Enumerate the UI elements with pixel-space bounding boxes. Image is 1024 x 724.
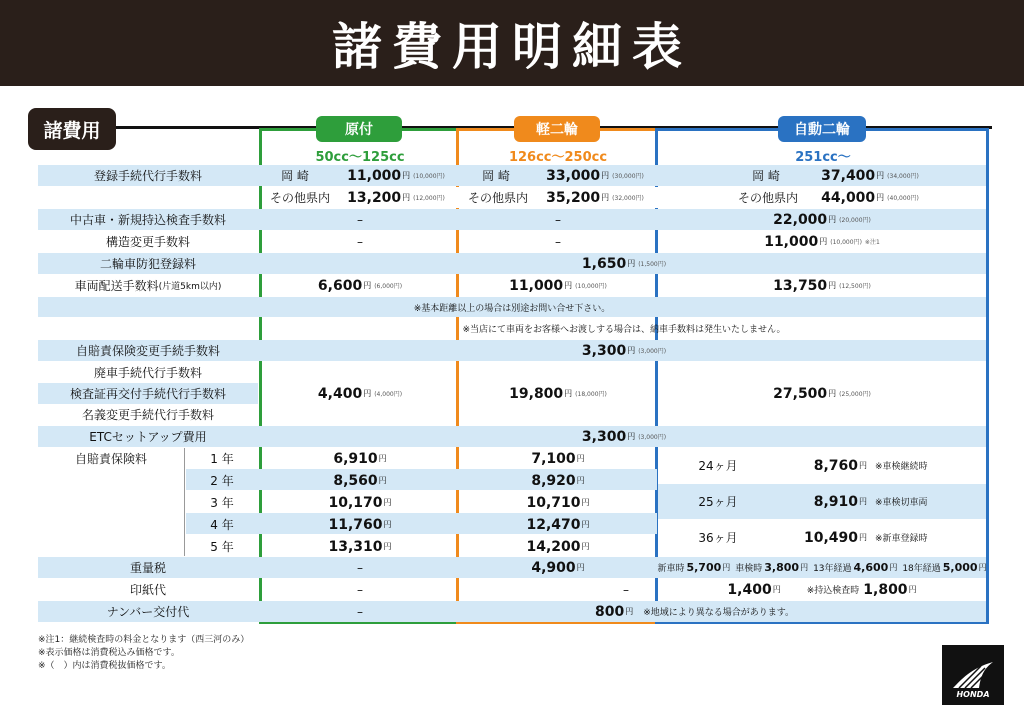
label-ship [38,275,258,296]
yen: 円 [383,498,392,507]
yen: 円 [978,563,987,572]
jibai-val-num: 3,300 [581,342,627,359]
ins-year: 4 年 [210,518,234,532]
ship-note-2: ※当店にて車両をお客様へお渡しする場合は、納車手数料は発生いたしません。 [462,324,786,335]
yen: 円 [819,237,828,246]
yen: 円 [402,193,411,202]
tax-18-val: 5,000 [942,561,978,574]
reg-c2-a-tax: (30,000円) [612,173,644,180]
yen: 円 [576,563,585,572]
etc-val-num: 3,300 [581,428,627,445]
col-header-jidou: 自動二輪 [778,116,866,142]
ins-c1-val: 10,170 [328,494,383,511]
ins-c3-1 [658,448,986,483]
ship-c3 [658,275,986,296]
tax-13-label: 13年経過 [813,564,852,574]
reg-c2-b-tax: (32,000円) [612,195,644,202]
yen: 円 [564,281,573,290]
reg-okazaki-2: 岡 崎 [482,169,510,183]
ins-c2-cell [459,536,657,557]
page-title: 諸費用明細表 [332,18,692,76]
reg-okazaki-3: 岡 崎 [752,169,780,183]
ins-year: 1 年 [210,452,234,466]
yen: 円 [581,520,590,529]
tax-18-label: 18年経過 [902,564,941,574]
ins-c3-val: 8,910 [813,493,858,510]
reg-other-2: その他県内 [467,191,528,205]
ins-c1-cell [262,448,458,469]
yen: 円 [889,563,898,572]
ins-c1-cell [262,514,458,535]
haisha-c1-tax: (4,000円) [374,391,403,398]
ship-c3-val: 13,750 [773,277,828,294]
used-c3-val: 22,000 [773,211,828,228]
yen: 円 [564,389,573,398]
ship-note-1: ※基本距離以上の場合は別途お問い合せ下さい。 [38,297,986,317]
yen: 円 [363,389,372,398]
yen: 円 [581,498,590,507]
ins-c3-note: ※新車登録時 [875,534,928,544]
ins-year: 5 年 [210,540,234,554]
stamp-c3-val: 1,400 [727,581,772,598]
yen: 円 [402,171,411,180]
yen: 円 [876,171,885,180]
used-c3-tax: (20,000円) [839,217,871,224]
label-reg: 登録手続代行手数料 [93,169,202,183]
ins-c3-note: ※車検切車両 [875,498,928,508]
ins-c1-cell [262,492,458,513]
label-theft: 二輪車防犯登録料 [99,257,196,271]
ins-year: 3 年 [210,496,234,510]
reg-c3-b-tax: (40,000円) [887,195,919,202]
haisha-c2 [459,362,657,425]
ins-c2-val: 14,200 [526,538,581,555]
ins-c2-val: 10,710 [526,494,581,511]
yen: 円 [576,476,585,485]
section-label: 諸費用 [28,108,116,150]
reg-okazaki-1: 岡 崎 [281,169,309,183]
ship-c1-tax: (6,000円) [374,283,403,290]
label-used: 中古車・新規持込検査手数料 [69,213,226,227]
reg-c1-b-tax: (12,000円) [413,195,445,202]
ins-c3-3 [658,520,986,555]
stamp-c2: – [623,582,629,597]
mod-c2: – [555,234,561,249]
ship-c2-val: 11,000 [509,277,564,294]
yen: 円 [383,520,392,529]
honda-logo [942,645,1004,705]
yen: 円 [601,193,610,202]
label-stamp: 印紙代 [129,583,166,597]
label-plate: ナンバー交付代 [106,605,190,619]
ins-c2-val: 8,920 [531,472,576,489]
wing-icon [951,660,995,690]
yen: 円 [627,432,636,441]
yen: 円 [627,346,636,355]
yen: 円 [378,476,387,485]
theft-tax: (1,500円) [638,261,667,268]
col-header-kei: 軽二輪 [514,116,600,142]
tax-c2 [459,557,657,578]
header-bar [0,0,1024,86]
ins-c2-cell [459,448,657,469]
reg-c3-b-val: 44,000 [821,189,876,206]
ins-c1-cell [262,470,458,491]
ship-c1-val: 6,600 [317,277,363,294]
honda-logo-text: HONDA [956,690,990,699]
yen: 円 [859,461,867,470]
label-haisha: 廃車手続代行手数料 [93,366,202,380]
tax-new-val: 5,700 [686,561,722,574]
stamp-c1: – [357,582,363,597]
ins-c3-period: 36ヶ月 [698,531,738,545]
yen: 円 [876,193,885,202]
haisha-c3 [658,362,986,425]
yen: 円 [859,533,867,542]
ins-c1-val: 11,760 [328,516,383,533]
stamp-note-val: 1,800 [863,581,908,598]
yen: 円 [722,563,731,572]
label-ins: 自賠責保険料 [74,452,147,466]
ins-c2-cell [459,514,657,535]
etc-tax: (3,000円) [638,434,667,441]
reg-c1-b [334,187,458,208]
plate-note: ※地域により異なる場合があります。 [643,608,795,618]
plate-c1: – [357,604,363,619]
jibai-val [262,340,986,361]
range-kei: 126cc〜250cc [508,150,608,165]
haisha-c1-val: 4,400 [317,385,363,402]
yen: 円 [576,454,585,463]
label-ship-sub: (片道5km以内) [158,282,222,292]
ins-c2-cell [459,470,657,491]
reg-other-3: その他県内 [737,191,798,205]
ship-c1 [262,275,458,296]
yen: 円 [383,542,392,551]
label-tax: 重量税 [129,561,166,575]
reg-c2-b [534,187,656,208]
ins-c1-val: 6,910 [333,450,378,467]
reg-c3-a-val: 37,400 [821,167,876,184]
reg-c3-a [800,165,940,186]
yen: 円 [772,585,781,594]
yen: 円 [908,585,917,594]
ins-c2-val: 12,470 [526,516,581,533]
reg-other-1: その他県内 [269,191,330,205]
ins-divider [184,448,185,556]
mod-c1: – [357,234,363,249]
ins-year-cell [186,536,258,557]
yen: 円 [800,563,809,572]
label-meigi: 名義変更手続代行手数料 [81,408,214,422]
col-header-gentsuki: 原付 [316,116,402,142]
tax-ins-val: 3,800 [764,561,800,574]
ins-c1-val: 13,310 [328,538,383,555]
reg-c2-b-val: 35,200 [546,189,601,206]
range-jidou: 251cc〜 [795,150,851,165]
tax-ins-label: 車検時 [735,564,763,574]
yen: 円 [859,497,867,506]
stamp-c3 [658,579,986,600]
ins-c3-val: 8,760 [813,457,858,474]
tax-new-label: 新車時 [657,564,685,574]
label-jibai: 自賠責保険変更手続手数料 [75,344,220,358]
ins-c1-val: 8,560 [333,472,378,489]
mod-c3-tax: (10,000円) [830,239,862,246]
mod-c3-val: 11,000 [764,233,819,250]
reg-c1-a [334,165,458,186]
haisha-c3-val: 27,500 [773,385,828,402]
etc-val [262,426,986,447]
ship-c2 [459,275,657,296]
used-c2: – [555,212,561,227]
reg-c3-b [800,187,940,208]
ins-c2-cell [459,492,657,513]
haisha-c3-tax: (25,000円) [839,391,871,398]
ins-c1-cell [262,536,458,557]
ins-year-cell [186,514,258,535]
ship-c2-tax: (10,000円) [575,283,607,290]
haisha-c2-val: 19,800 [509,385,564,402]
yen: 円 [601,171,610,180]
yen: 円 [363,281,372,290]
plate-val-num: 800 [595,603,625,620]
reg-c1-a-tax: (10,000円) [413,173,445,180]
tax-c3 [658,557,986,578]
reg-c2-a-val: 33,000 [546,167,601,184]
range-gentsuki: 50cc〜125cc [315,150,405,165]
ins-year: 2 年 [210,474,234,488]
yen: 円 [378,454,387,463]
ins-year-cell [186,492,258,513]
footnote-2: ※表示価格は消費税込み価格です。 [38,648,180,658]
ins-c3-period: 24ヶ月 [698,459,738,473]
mod-c3 [658,231,986,252]
ship-c3-tax: (12,500円) [839,283,871,290]
label-etc: ETCセットアップ費用 [89,430,207,444]
reg-c1-b-val: 13,200 [347,189,402,206]
reg-c1-a-val: 11,000 [347,167,402,184]
yen: 円 [828,215,837,224]
footnote-1: ※注1：継続検査時の料金となります（西三河のみ） [38,635,250,645]
reg-c2-a [534,165,656,186]
haisha-c1 [262,362,458,425]
ins-c3-note: ※車検継続時 [875,462,928,472]
used-c1: – [357,212,363,227]
label-mod: 構造変更手数料 [105,235,190,249]
yen: 円 [627,259,636,268]
theft-val [262,253,986,274]
ins-year-cell [186,448,258,469]
ins-c3-period: 25ヶ月 [698,495,738,509]
yen: 円 [828,281,837,290]
yen: 円 [625,607,634,616]
jibai-tax: (3,000円) [638,348,667,355]
used-c3 [658,209,986,230]
reg-c3-a-tax: (34,000円) [887,173,919,180]
label-ship-main: 車両配送手数料 [74,279,159,293]
ins-c3-2 [658,484,986,519]
stamp-note: ※持込検査時 [806,586,860,596]
yen: 円 [828,389,837,398]
tax-c1: – [357,560,363,575]
label-reissue: 検査証再交付手続代行手数料 [69,387,226,401]
theft-val-num: 1,650 [581,255,627,272]
ins-year-cell [186,470,258,491]
footnote-3: ※（ ）内は消費税抜価格です。 [38,661,171,671]
tax-13-val: 4,600 [853,561,889,574]
plate-val [459,601,986,622]
haisha-c2-tax: (18,000円) [575,391,607,398]
yen: 円 [581,542,590,551]
tax-c2-val: 4,900 [531,559,576,576]
ins-c2-val: 7,100 [531,450,576,467]
ins-c3-val: 10,490 [803,529,858,546]
mod-c3-note: ※注1 [864,239,880,246]
